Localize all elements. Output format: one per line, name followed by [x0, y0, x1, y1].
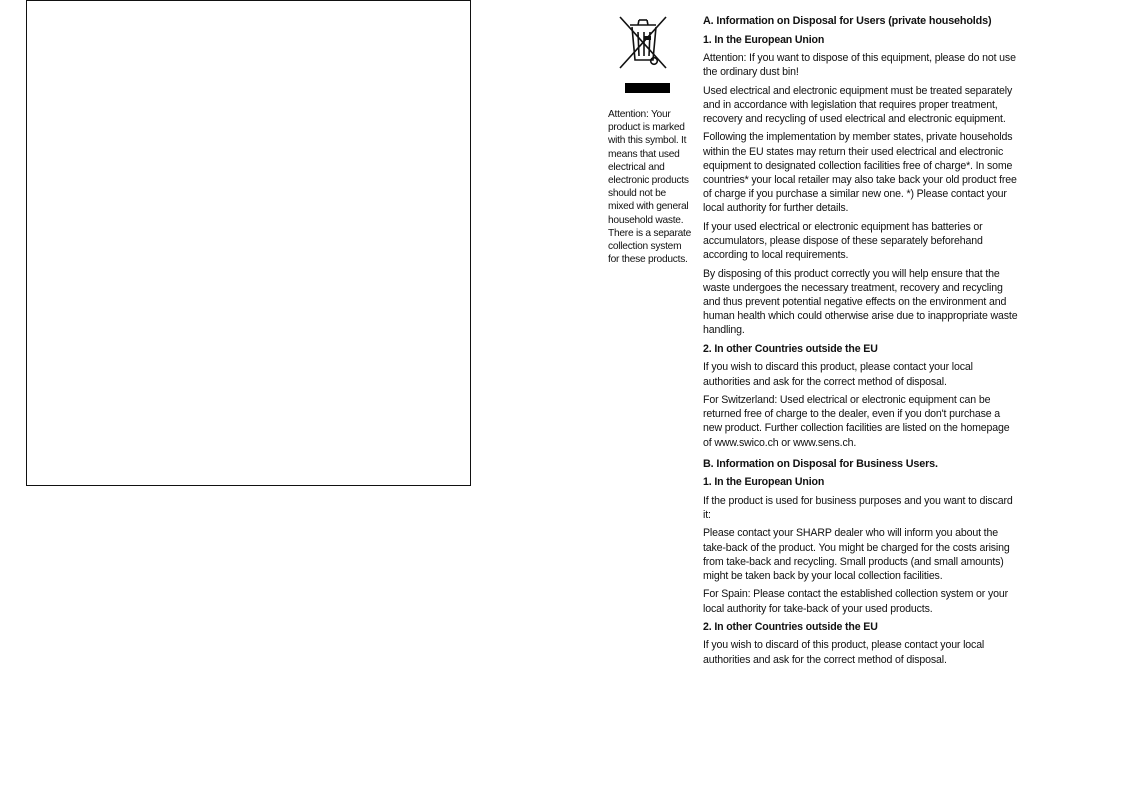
section-b-heading: B. Information on Disposal for Business Users. — [703, 457, 938, 470]
section-b-eu-heading: 1. In the European Union — [703, 476, 825, 489]
section-b-eu-paragraph: Please contact your SHARP dealer who will inform you about the take-back of the product. You might be charged for the costs arising from take-back and recycling. Small products (and small amounts) might be taken back by your local collection facilities. — [703, 527, 1010, 582]
section-a-eu-paragraph: By disposing of this product correctly you will help ensure that the waste undergoes the necessary treatment, recovery and recycling and thus prevent potential negative effects on the environment and human health which could otherwise arise due to inappropriate waste handling. — [703, 267, 1018, 337]
section-a-eu-paragraph: Attention: If you want to dispose of this equipment, please do not use the ordinary dust bin! — [703, 52, 1016, 79]
section-a-eu-heading: 1. In the European Union — [703, 33, 825, 46]
section-a-other-heading: 2. In other Countries outside the EU — [703, 342, 878, 355]
blank-page-frame — [26, 0, 471, 486]
section-b-eu-paragraph: If the product is used for business purposes and you want to discard it: — [703, 494, 1013, 521]
section-b-other-paragraph: If you wish to discard of this product, please contact your local authorities and ask for the correct method of disposal. — [703, 639, 985, 666]
section-a-eu-paragraph: Used electrical and electronic equipment must be treated separately and in accordance with legislation that requires proper treatment, recovery and recycling of used electrical and electronic equipment. — [703, 84, 1013, 125]
section-a-eu-paragraph: If your used electrical or electronic equipment has batteries or accumulators, please dispose of these separately beforehand according to local requirements. — [703, 220, 983, 262]
section-a-other-paragraph: For Switzerland: Used electrical or electronic equipment can be returned free of charge to the dealer, even if you don't purchase a new product. Further collection facilities are listed on the homepage of www.swico.ch or www.sens.ch. — [703, 393, 1010, 449]
section-a-other-paragraph: If you wish to discard this product, please contact your local authorities and ask for the correct method of disposal. — [703, 361, 973, 388]
disposal-information-column — [703, 14, 1018, 671]
weee-attention-note: Attention: Your product is marked with this symbol. It means that used electrical and electronic products should not be mixed with general household waste. There is a separate collection system for these products. — [608, 109, 692, 266]
section-b-other-heading: 2. In other Countries outside the EU — [703, 620, 878, 633]
section-b-eu-paragraph: For Spain: Please contact the established collection system or your local authority for take-back of your used products. — [703, 588, 1008, 615]
weee-symbol-bar — [625, 83, 670, 93]
section-a-heading: A. Information on Disposal for Users (private households) — [703, 15, 992, 27]
section-a-eu-paragraph: Following the implementation by member states, private households within the EU states may return their used electrical and electronic equipment to designated collection facilities free of charge*. In some countries* your local retailer may also take back your old product free of charge if you purchase a similar new one. *) Please contact your local authority for further details. — [703, 131, 1017, 215]
crossed-out-wheelie-bin-icon — [614, 12, 672, 72]
